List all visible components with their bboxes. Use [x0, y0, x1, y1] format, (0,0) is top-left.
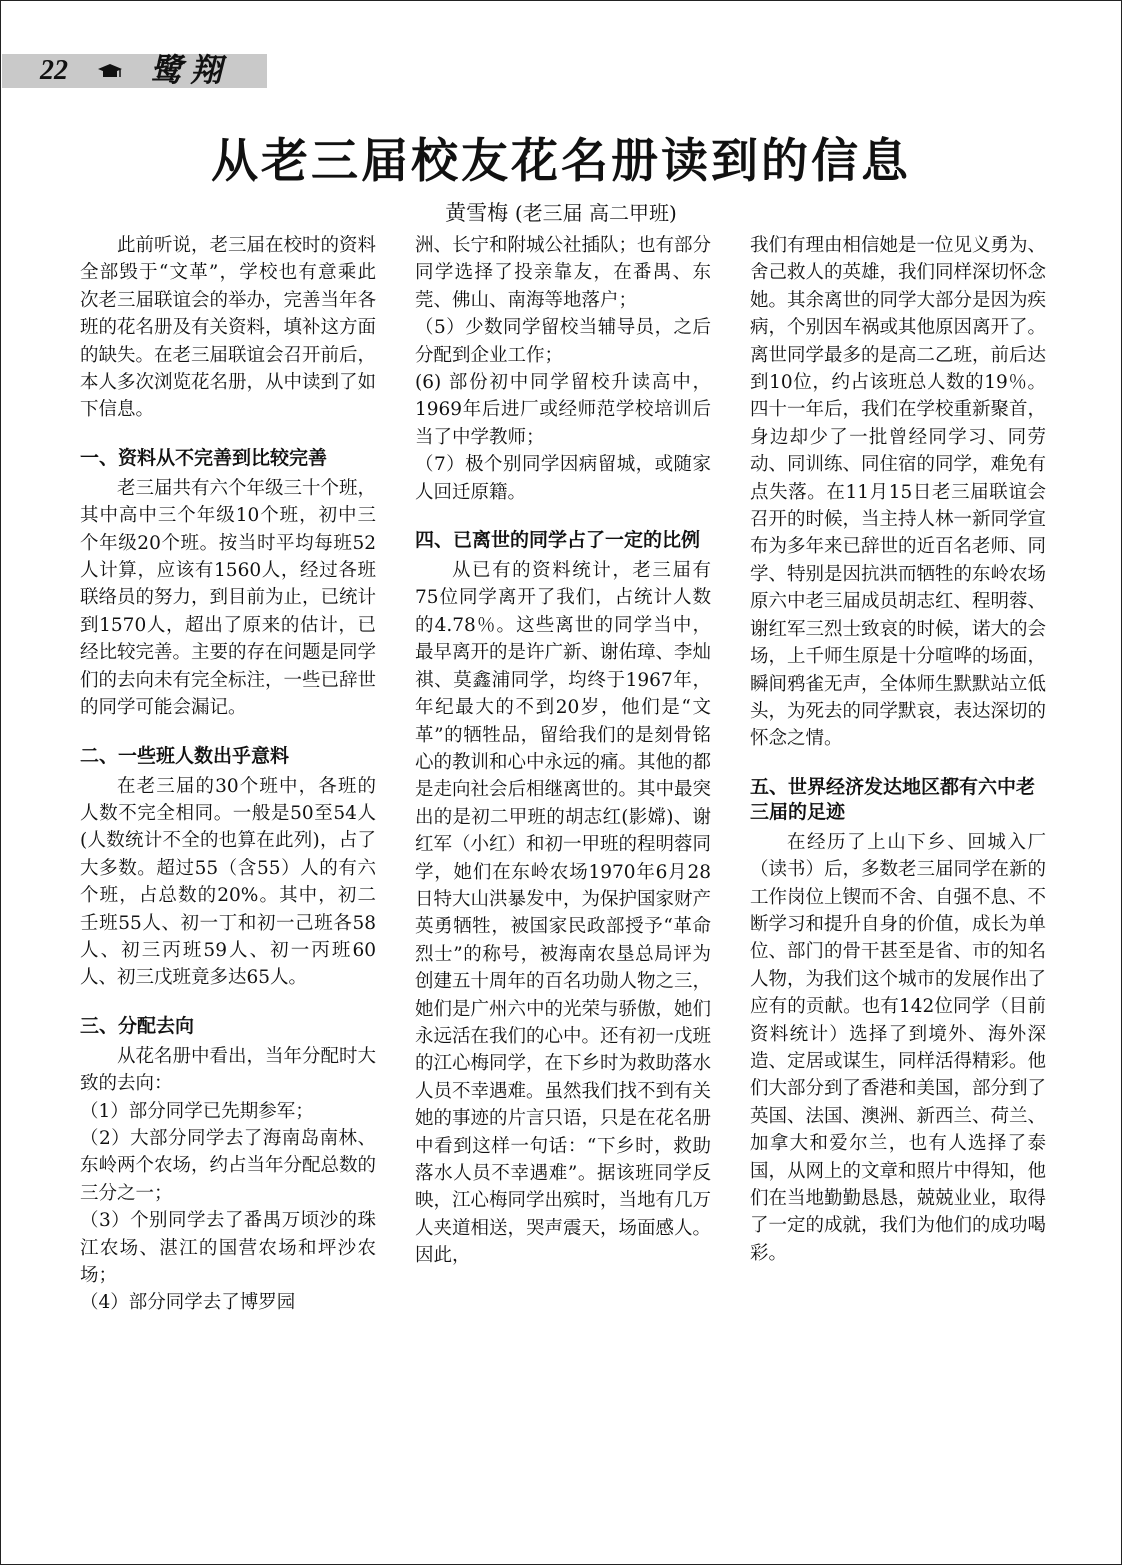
- intro-paragraph: 此前听说，老三届在校时的资料全部毁于“文革”，学校也有意乘此次老三届联谊会的举办，完善当年各班的花名册及有关资料，填补这方面的缺失。在老三届联谊会召开前后，本人多次浏览花名册，从中读到了如下信息。: [80, 235, 377, 421]
- author-note: (老三届 高二甲班): [514, 201, 677, 225]
- list-item-continued: 洲、长宁和附城公社插队；也有部分同学选择了投亲靠友，在番禺、东莞、佛山、南海等地落户；: [415, 235, 712, 311]
- section-5-paragraph: 在经历了上山下乡、回城入厂（读书）后，多数老三届同学在新的工作岗位上锲而不舍、自强不息、不断学习和提升自身的价值，成长为单位、部门的骨干甚至是省、市的知名人物，为我们这个城市的发展作出了应有的贡献。也有142位同学（目前资料统计）选择了到境外、海外深造、定居或谋生，同样活得精彩。他们大部分到了香港和美国，部分到了英国、法国、澳洲、新西兰、荷兰、加拿大和爱尔兰，也有人选择了泰国，从网上的文章和照片中得知，他们在当地勤勤恳恳，兢兢业业，取得了一定的成就，我们为他们的成功喝彩。: [750, 831, 1047, 1264]
- section-2-paragraph: 在老三届的30个班中，各班的人数不完全相同。一般是50至54人(人数统计不全的也算在此列)，占了大多数。超过55（含55）人的有六个班，占总数的20%。其中，初二壬班55人、初一丁和初一己班各58人、初三丙班59人、初一丙班60人、初三戊班竟多达65人。: [80, 775, 376, 989]
- section-heading-1: 一、资料从不完善到比较完善: [80, 446, 328, 469]
- list-item: （5）少数同学留校当辅导员，之后分配到企业工作；: [415, 317, 711, 366]
- mortarboard-icon: [96, 62, 124, 80]
- page-number: 22: [40, 55, 68, 86]
- byline: [0, 198, 1122, 228]
- magazine-name: 鹭翔: [150, 51, 231, 89]
- section-heading-4: 四、已离世的同学占了一定的比例: [415, 529, 701, 552]
- section-3-paragraph: 从花名册中看出，当年分配时大致的去向：: [80, 1045, 377, 1095]
- section-4-paragraph-continued: 我们有理由相信她是一位见义勇为、舍己救人的英雄，我们同样深切怀念她。其余离世的同学大部分是因为疾病，个别因车祸或其他原因离开了。离世同学最多的是高二乙班，前后达到10位，约占该班总人数的19％。四十一年后，我们在学校重新聚首，身边却少了一批曾经同学习、同劳动、同训练、同住宿的同学，难免有点失落。在11月15日老三届联谊会召开的时候，当主持人林一新同学宣布为多年来已辞世的近百名老师、同学、特别是因抗洪而牺牲的东岭农场原六中老三届成员胡志红、程明蓉、谢红军三烈士致哀的时候，诺大的会场，上千师生原是十分喧哗的场面，瞬间鸦雀无声，全体师生默默站立低头，为死去的同学默哀，表达深切的怀念之情。: [750, 235, 1047, 750]
- column-3: [750, 232, 1046, 1267]
- section-heading-3: 三、分配去向: [80, 1014, 195, 1037]
- column-2: [415, 232, 711, 1270]
- column-1: [80, 232, 376, 1317]
- section-heading-2: 二、一些班人数出乎意料: [80, 744, 290, 767]
- list-item: （2）大部分同学去了海南岛南林、东岭两个农场，约占当年分配总数的三分之一；: [80, 1127, 377, 1204]
- list-item: (6) 部份初中同学留校升读高中，1969年后进厂或经师范学校培训后当了中学教师；: [415, 372, 711, 448]
- article-title: 从老三届校友花名册读到的信息: [211, 134, 911, 189]
- author-name: 黄雪梅: [445, 201, 509, 225]
- list-item: （3）个别同学去了番禺万顷沙的珠江农场、湛江的国营农场和坪沙农场；: [80, 1210, 376, 1286]
- list-item: （7）极个别同学因病留城，或随家人回迁原籍。: [415, 454, 711, 503]
- section-1-paragraph: 老三届共有六个年级三十个班，其中高中三个年级10个班，初中三个年级20个班。按当时平均每班52人计算，应该有1560人，经过各班联络员的努力，到目前为止，已统计到1570人，超出了原来的估计，已经比较完善。主要的存在问题是同学们的去向未有完全标注，一些已辞世的同学可能会漏记。: [80, 477, 377, 719]
- list-item: （1）部分同学已先期参军；: [80, 1100, 314, 1122]
- list-item: （4）部分同学去了博罗园: [80, 1292, 296, 1314]
- section-heading-5: 五、世界经济发达地区都有六中老三届的足迹: [750, 775, 1036, 823]
- section-4-paragraph: 从已有的资料统计，老三届有75位同学离开了我们，占统计人数的4.78％。这些离世的同学当中，最早离开的是许广新、谢佑璋、李灿祺、莫鑫浦同学，均终于1967年，年纪最大的不到20岁，他们是“文革”的牺牲品，留给我们的是刻骨铭心的教训和心中永远的痛。其他的都是走向社会后相继离世的。其中最突出的是初二甲班的胡志红(影嫦)、谢红军（小红）和初一甲班的程明蓉同学，她们在东岭农场1970年6月28日特大山洪暴发中，为保护国家财产英勇牺牲，被国家民政部授予“革命烈士”的称号，被海南农垦总局评为创建五十周年的百名功勋人物之三，她们是广州六中的光荣与骄傲，她们永远活在我们的心中。还有初一戊班的江心梅同学，在下乡时为救助落水人员不幸遇难。虽然我们找不到有关她的事迹的片言只语，只是在花名册中看到这样一句话：“下乡时，救助落水人员不幸遇难”。据该班同学反映，江心梅同学出殡时，当地有几万人夹道相送，哭声震天，场面感人。因此，: [415, 560, 712, 1267]
